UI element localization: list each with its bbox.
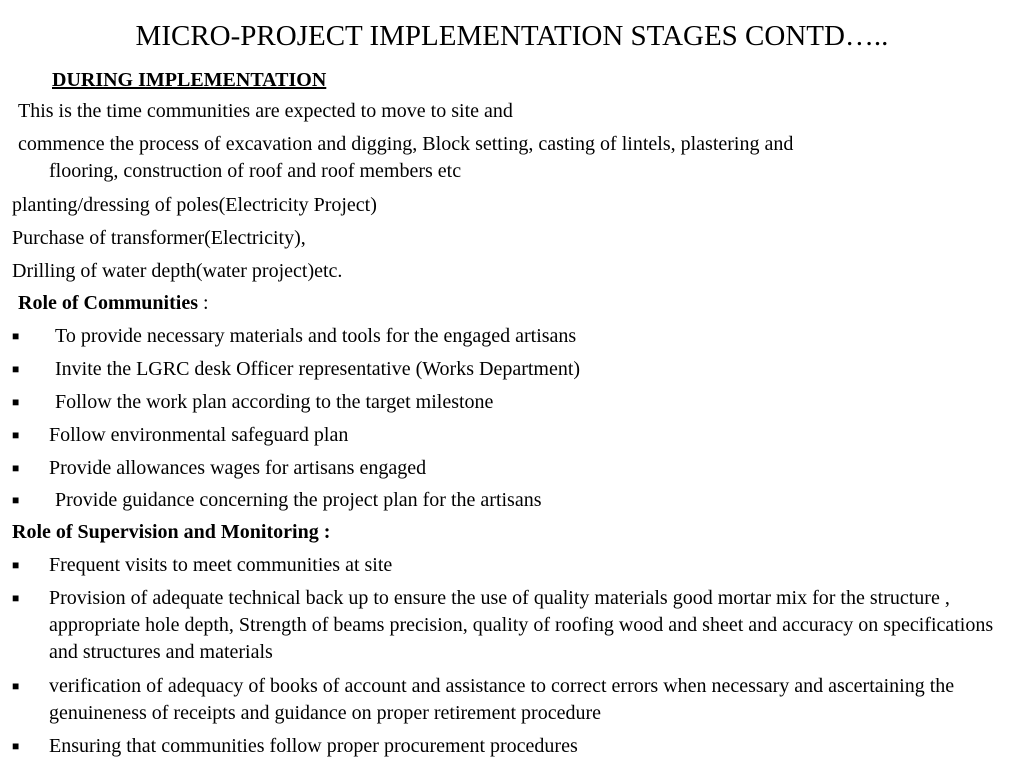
subheading-text: DURING IMPLEMENTATION [52,69,327,91]
square-bullet-icon: ■ [12,329,20,343]
line-transformer: Purchase of transformer(Electricity), [12,227,306,249]
communities-bullet-4 [12,422,1018,449]
square-bullet-icon: ■ [12,493,20,507]
square-bullet-icon: ■ [12,679,20,693]
square-bullet-icon: ■ [12,591,20,605]
square-bullet-icon: ■ [12,395,20,409]
square-bullet-icon: ■ [12,461,20,475]
slide-title: MICRO-PROJECT IMPLEMENTATION STAGES CONTD….. [135,20,889,52]
bullet-text: Invite the LGRC desk Officer representative (Works Department) [55,358,581,380]
bullet-text: Provision of adequate technical back up to ensure the use of quality materials good mortar mix for the structure , appropriate hole depth, Strength of beams precision, quality of roofing wood and sheet and accuracy on specifications and structures and materials [49,587,994,663]
role-supervision-heading: Role of Supervision and Monitoring : [12,521,331,543]
bullet-text: Provide allowances wages for artisans engaged [49,457,427,479]
role-communities-label: Role of Communities [18,292,198,314]
bullet-text: Ensuring that communities follow proper procurement procedures [49,735,578,757]
square-bullet-icon: ■ [12,362,20,376]
role-communities-colon: : [197,292,209,314]
communities-bullet-3 [12,389,1018,416]
bullet-text: verification of adequacy of books of account and assistance to correct errors when necessary and ascertaining the genuineness of receipts and guidance on proper retirement procedure [49,675,955,724]
communities-bullet-5 [12,455,1018,482]
square-bullet-icon: ■ [12,558,20,572]
communities-bullet-1 [12,323,1018,350]
supervision-bullet-1 [12,552,1018,579]
supervision-bullet-2 [12,585,1018,666]
line-poles: planting/dressing of poles(Electricity Project) [12,194,377,216]
role-communities-heading [18,290,1022,317]
bullet-text: To provide necessary materials and tools for the engaged artisans [55,325,577,347]
supervision-bullet-3 [12,673,1018,727]
square-bullet-icon: ■ [12,739,20,753]
bullet-text: Follow environmental safeguard plan [49,424,349,446]
communities-bullet-6 [12,487,1018,514]
supervision-bullet-4 [12,733,1018,760]
communities-bullet-2 [12,356,1018,383]
bullet-text: Follow the work plan according to the target milestone [55,391,494,413]
intro-line-2-continuation: flooring, construction of roof and roof members etc [49,160,462,182]
subheading-during-implementation [12,68,326,92]
intro-line-2: commence the process of excavation and digging, Block setting, casting of lintels, plastering and [18,133,794,155]
bullet-text: Provide guidance concerning the project plan for the artisans [55,489,542,511]
bullet-text: Frequent visits to meet communities at site [49,554,393,576]
line-drilling: Drilling of water depth(water project)etc. [12,260,343,282]
square-bullet-icon: ■ [12,428,20,442]
intro-line-1: This is the time communities are expected to move to site and [18,100,513,122]
